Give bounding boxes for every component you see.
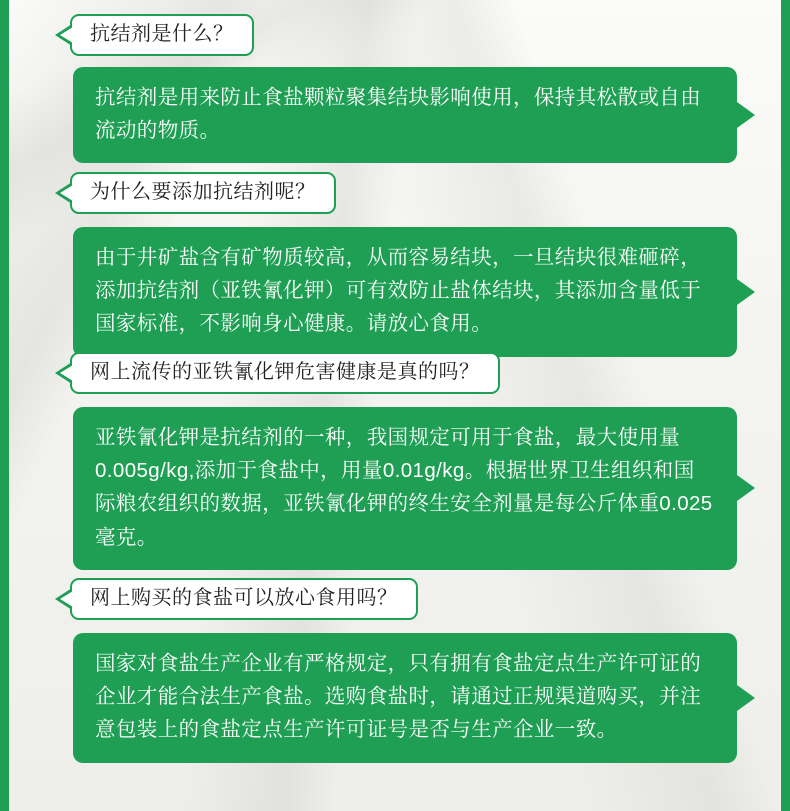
faq-answer: 由于井矿盐含有矿物质较高，从而容易结块，一旦结块很难砸碎，添加抗结剂（亚铁氰化钾）可有效防止盐体结块，其添加含量低于国家标准，不影响身心健康。请放心食用。: [73, 227, 737, 357]
faq-question: 网上购买的食盐可以放心食用吗？: [70, 578, 418, 620]
faq-item: [40, 14, 750, 163]
faq-answer: 亚铁氰化钾是抗结剂的一种，我国规定可用于食盐，最大使用量0.005g/kg,添加于食盐中，用量0.01g/kg。根据世界卫生组织和国际粮农组织的数据，亚铁氰化钾的终生安全剂量是每公斤体重0.025毫克。: [73, 407, 737, 570]
faq-question: 为什么要添加抗结剂呢？: [70, 172, 336, 214]
faq-question: 抗结剂是什么？: [70, 14, 254, 56]
faq-answer: 国家对食盐生产企业有严格规定，只有拥有食盐定点生产许可证的企业才能合法生产食盐。选购食盐时，请通过正规渠道购买，并注意包装上的食盐定点生产许可证号是否与生产企业一致。: [73, 633, 737, 763]
faq-answer: 抗结剂是用来防止食盐颗粒聚集结块影响使用，保持其松散或自由流动的物质。: [73, 67, 737, 163]
faq-item: [40, 578, 750, 763]
faq-question: 网上流传的亚铁氰化钾危害健康是真的吗？: [70, 352, 500, 394]
faq-item: [40, 352, 750, 570]
faq-item: [40, 172, 750, 357]
